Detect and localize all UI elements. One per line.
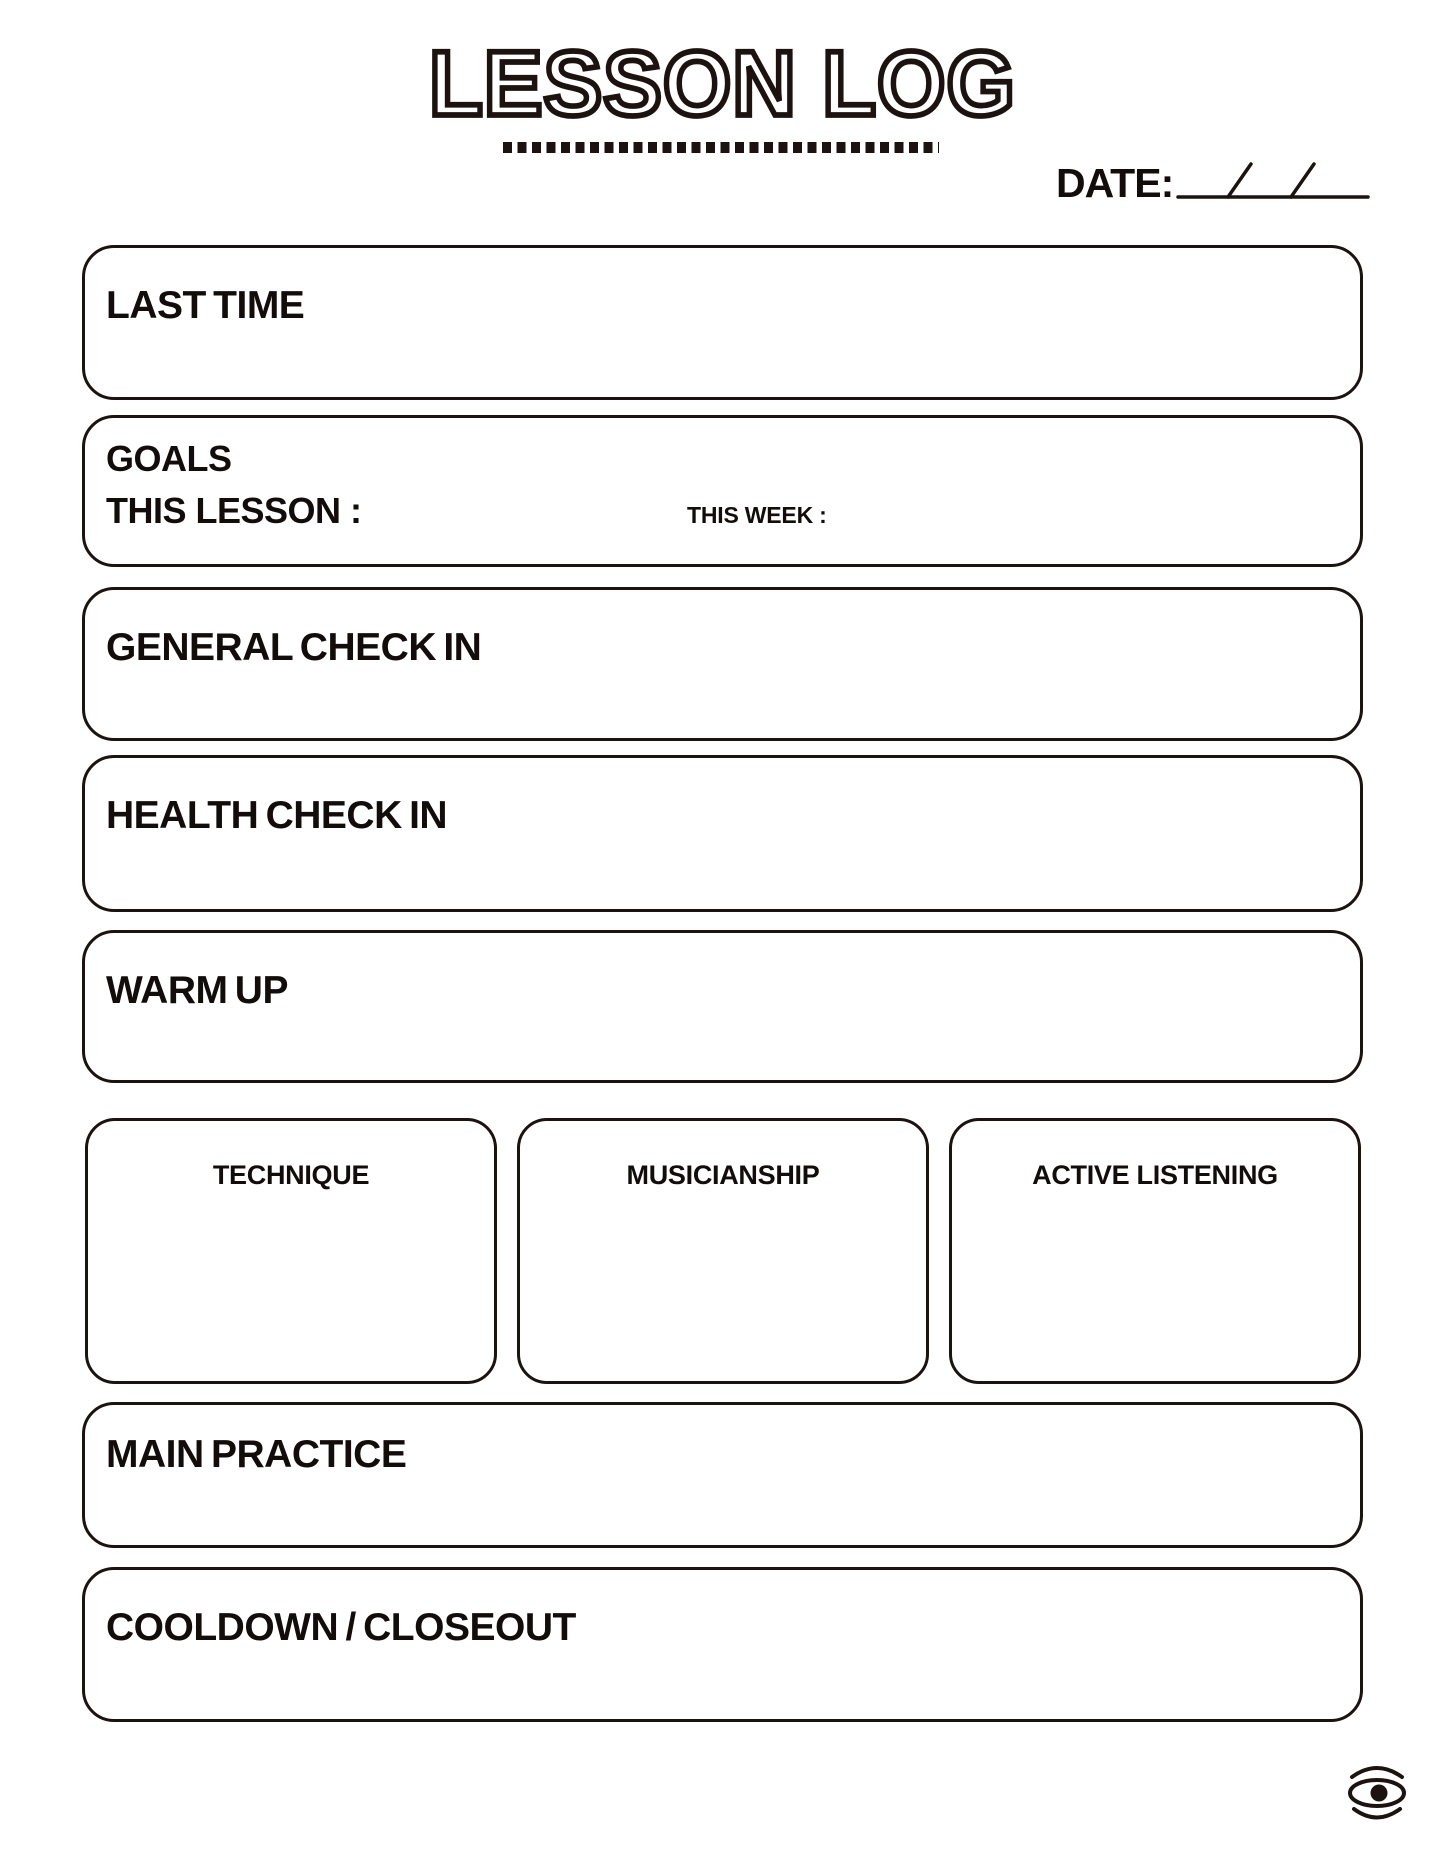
title-underline-dots: [503, 142, 939, 153]
section-technique: [85, 1118, 497, 1384]
section-health-check-in: [82, 755, 1363, 912]
header: [0, 32, 1445, 135]
section-label-technique: TECHNIQUE: [212, 1160, 370, 1190]
technique-writing-area[interactable]: [96, 1201, 486, 1373]
goals-writing-area[interactable]: [93, 528, 1352, 556]
date-label: DATE:: [1056, 160, 1174, 206]
cooldown-closeout-writing-area[interactable]: [93, 1650, 1352, 1711]
goals-this-week-label: THIS WEEK :: [687, 502, 827, 528]
section-label-warm-up: WARM UP: [106, 969, 288, 1012]
musicianship-writing-area[interactable]: [528, 1201, 918, 1373]
goals-this-lesson-label: THIS LESSON :: [106, 490, 362, 531]
eye-icon: [1344, 1762, 1412, 1830]
general-check-in-writing-area[interactable]: [93, 670, 1352, 730]
section-last-time: [82, 245, 1363, 400]
date-input-line[interactable]: [1176, 158, 1370, 202]
section-goals: [82, 415, 1363, 567]
section-musicianship: [517, 1118, 929, 1384]
main-practice-writing-area[interactable]: [93, 1485, 1352, 1537]
section-label-goals: GOALS: [106, 438, 232, 479]
section-active-listening: [949, 1118, 1361, 1384]
section-label-health-check-in: HEALTH CHECK IN: [106, 794, 448, 837]
section-warm-up: [82, 930, 1363, 1083]
section-label-active-listening: ACTIVE LISTENING: [1032, 1160, 1278, 1190]
section-general-check-in: [82, 587, 1363, 741]
section-cooldown-closeout: [82, 1567, 1363, 1722]
section-label-main-practice: MAIN PRACTICE: [106, 1433, 407, 1476]
section-label-cooldown-closeout: COOLDOWN / CLOSEOUT: [106, 1606, 576, 1649]
section-main-practice: [82, 1402, 1363, 1548]
active-listening-writing-area[interactable]: [960, 1201, 1350, 1373]
warm-up-writing-area[interactable]: [93, 1013, 1352, 1072]
page-title: LESSON LOG: [429, 32, 1016, 135]
last-time-writing-area[interactable]: [93, 328, 1352, 389]
section-label-general-check-in: GENERAL CHECK IN: [106, 626, 482, 669]
date-slash-1: [1228, 164, 1251, 197]
date-slash-2: [1291, 164, 1314, 197]
health-check-in-writing-area[interactable]: [93, 838, 1352, 901]
section-label-last-time: LAST TIME: [106, 284, 305, 327]
section-label-musicianship: MUSICIANSHIP: [626, 1160, 820, 1190]
